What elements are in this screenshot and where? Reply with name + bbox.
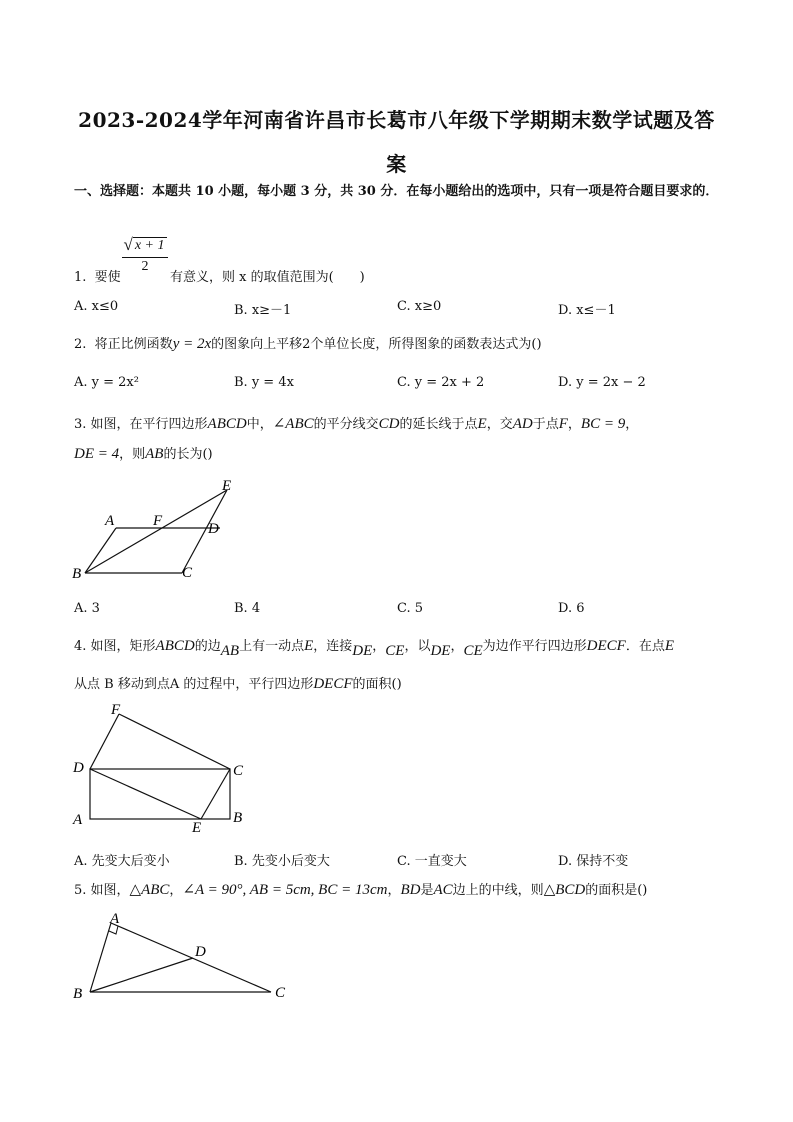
q1-stem-tail: 有意义，则 x 的取值范围为( ) xyxy=(170,270,365,285)
q4-label-e: E xyxy=(192,820,202,836)
q4-label-c: C xyxy=(233,763,244,779)
q3-option-d[interactable]: D. 6 xyxy=(558,601,585,616)
q3-label-e: E xyxy=(222,478,232,494)
q4-figure xyxy=(68,700,258,838)
q1-stem: 1. 要使 xyxy=(74,270,121,285)
q4-label-b: B xyxy=(233,810,243,826)
q4-option-c[interactable]: C. 一直变大 xyxy=(397,854,467,869)
q1-option-a[interactable]: A. x≤0 xyxy=(74,299,119,314)
q4-label-f: F xyxy=(111,702,121,718)
q3-stem-line1: 3. 如图，在平行四边形ABCD中，∠ABC的平分线交CD的延长线于点E，交AD于点F，BC = 9， xyxy=(74,416,639,432)
q5-label-c: C xyxy=(275,985,286,1001)
section-heading: 一、选择题：本题共 10 小题，每小题 3 分，共 30 分．在每小题给出的选项中，只有一项是符合题目要求的． xyxy=(74,184,719,199)
q3-label-d: D xyxy=(208,521,219,537)
q2-option-c[interactable]: C. y = 2x + 2 xyxy=(397,375,485,390)
q3-option-b[interactable]: B. 4 xyxy=(234,601,261,616)
q5-label-a: A xyxy=(110,911,120,927)
q3-stem-line2: DE = 4，则AB的长为() xyxy=(74,446,213,462)
q1-option-c[interactable]: C. x≥0 xyxy=(397,299,442,314)
q4-stem-line2: 从点 B 移动到点A 的过程中，平行四边形DECF的面积() xyxy=(74,676,402,692)
q5-label-b: B xyxy=(73,986,83,1002)
q5-label-d: D xyxy=(195,944,206,960)
q3-label-c: C xyxy=(182,565,193,581)
q4-label-d: D xyxy=(73,760,84,776)
q4-label-a: A xyxy=(73,812,83,828)
q3-label-b: B xyxy=(72,566,82,582)
q3-option-c[interactable]: C. 5 xyxy=(397,601,424,616)
q3-option-a[interactable]: A. 3 xyxy=(74,601,100,616)
q3-figure xyxy=(68,476,248,582)
q1-option-d[interactable]: D. x≤－1 xyxy=(558,303,616,318)
q2-option-b[interactable]: B. y = 4x xyxy=(234,375,294,390)
q3-label-f: F xyxy=(153,513,163,529)
q1-radicand: x + 1 xyxy=(134,238,165,253)
q5-stem: 5. 如图，△ABC，∠A = 90°, AB = 5cm, BC = 13cm，BD是AC边上的中线，则△BCD的面积是() xyxy=(74,882,648,898)
q5-figure xyxy=(68,906,298,1006)
q1-denominator: 2 xyxy=(141,259,149,274)
q3-label-a: A xyxy=(105,513,115,529)
q4-option-a[interactable]: A. 先变大后变小 xyxy=(74,854,170,869)
q4-option-b[interactable]: B. 先变小后变大 xyxy=(234,854,330,869)
q1-fraction: √ x + 1 2 xyxy=(122,236,168,276)
q2-option-d[interactable]: D. y = 2x − 2 xyxy=(558,375,646,390)
page-title: 2023-2024学年河南省许昌市长葛市八年级下学期期末数学试题及答 xyxy=(78,108,715,132)
q1-option-b[interactable]: B. x≥－1 xyxy=(234,303,292,318)
page-title-continued: 案 xyxy=(386,152,407,176)
q4-stem-line1: 4. 如图，矩形ABCD的边AB上有一动点E，连接DE，CE，以DE，CE为边作平行四边形DECF．在点E xyxy=(74,638,675,659)
q2-option-a[interactable]: A. y = 2x² xyxy=(74,375,139,390)
q2-stem: 2. 将正比例函数y = 2x的图象向上平移2个单位长度，所得图象的函数表达式为() xyxy=(74,336,542,352)
q4-option-d[interactable]: D. 保持不变 xyxy=(558,854,629,869)
